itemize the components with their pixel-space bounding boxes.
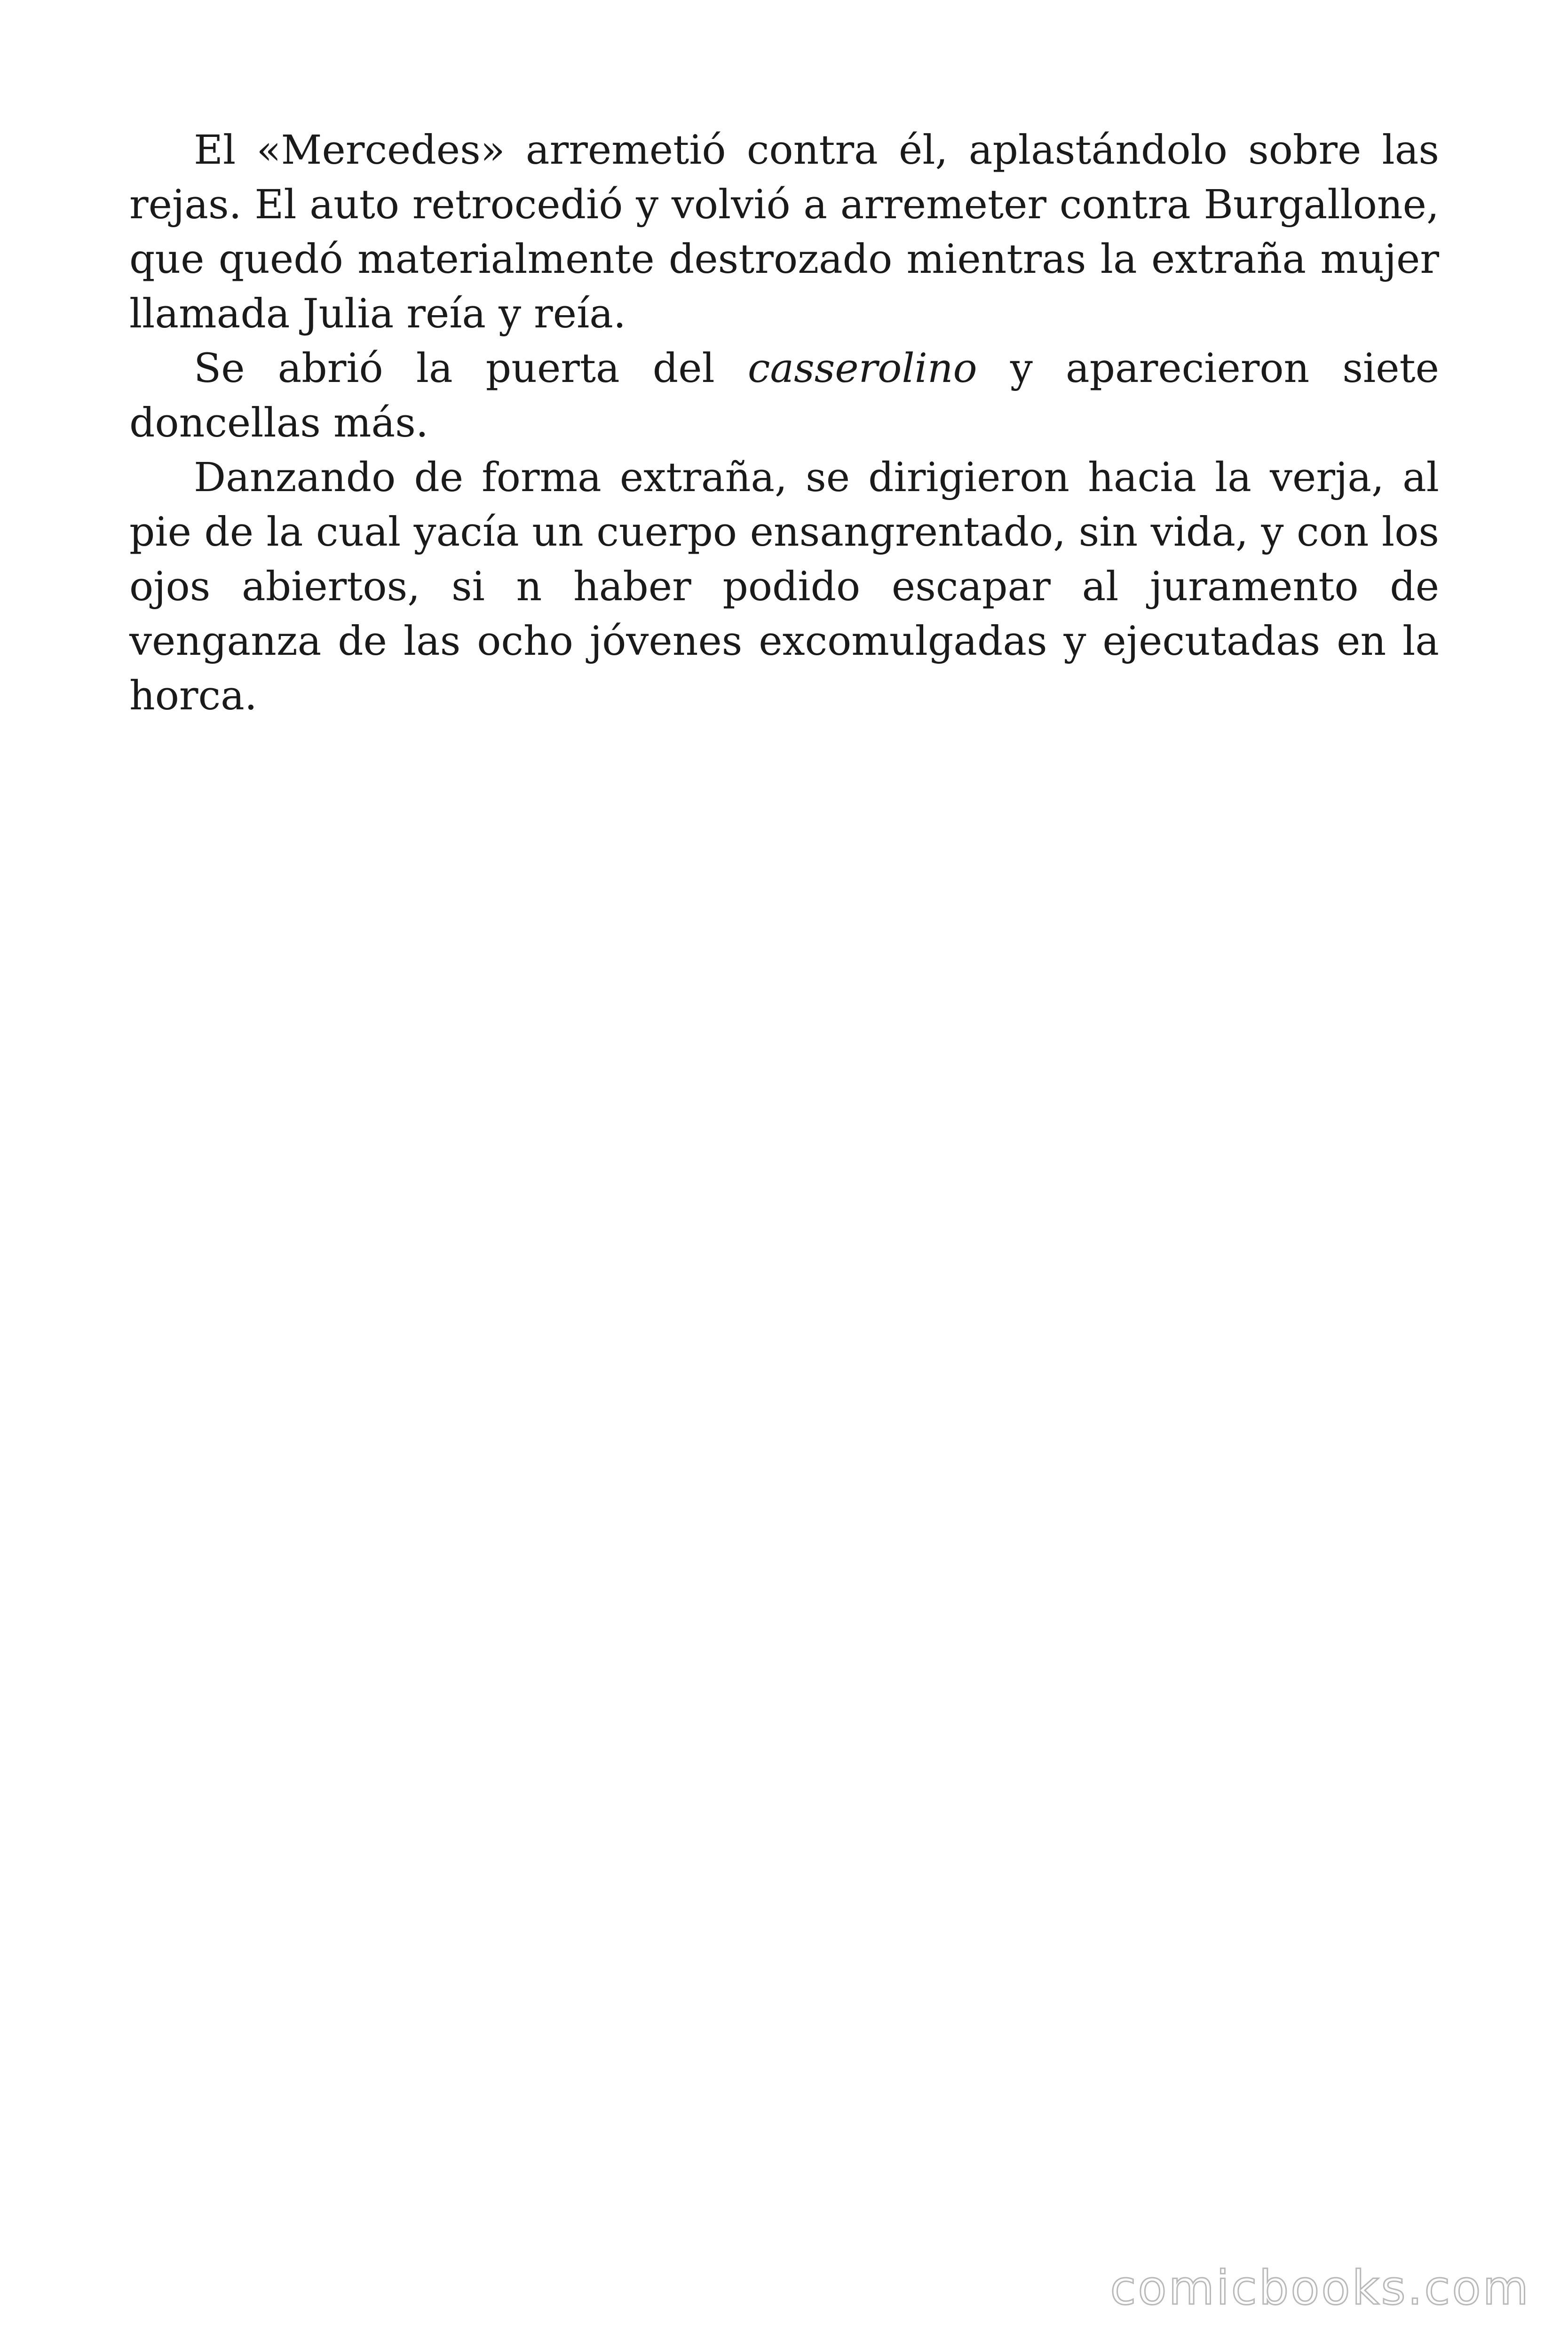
italic-word: casserolino bbox=[747, 345, 977, 392]
paragraph-1: El «Mercedes» arremetió contra él, aplastándolo sobre las rejas. El auto retrocedió y volvió a arremeter contra Burgallone, que quedó materialmente destrozado mientras la extraña mujer llamada Julia reía y reía. bbox=[129, 127, 1439, 337]
paragraph-2-start: Se abrió la puerta del bbox=[194, 345, 748, 392]
watermark: comicbooks.com bbox=[1110, 2260, 1530, 2315]
body-text bbox=[129, 123, 1439, 723]
paragraph-2 bbox=[129, 342, 1439, 451]
paragraph-2-end: y aparecieron siete doncellas más. bbox=[129, 345, 1439, 446]
paragraph-3: Danzando de forma extraña, se dirigieron hacia la verja, al pie de la cual yacía un cuerpo ensangrentado, sin vida, y con los ojos abiertos, si n haber podido escapar al juramento de venganza de las ocho jóvenes excomulgadas y ejecutadas en la horca. bbox=[129, 454, 1439, 719]
